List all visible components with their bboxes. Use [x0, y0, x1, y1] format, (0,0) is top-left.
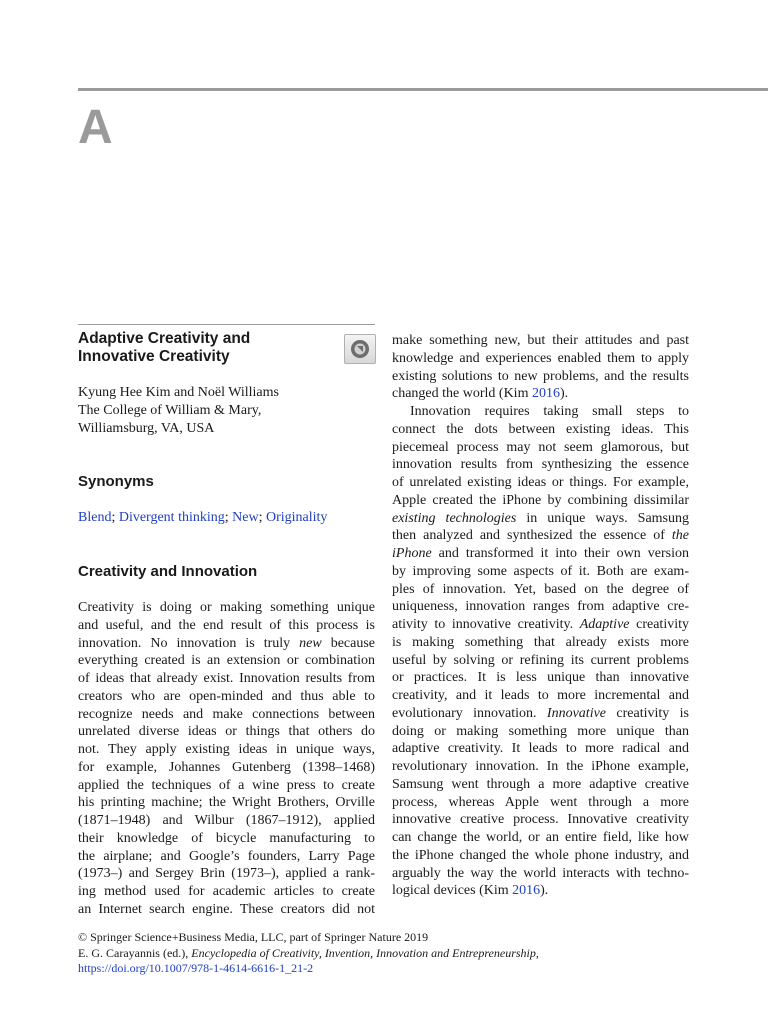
book-suffix: , [535, 945, 539, 960]
synonyms-list [78, 509, 378, 527]
text-line: innovation results from synthesizing the essence [392, 457, 689, 473]
text-line: an Internet search engine. These creators did not [78, 901, 375, 917]
text-line: unrelated diverse ideas or things that others do [78, 724, 375, 740]
emphasis: Adaptive [579, 617, 630, 632]
affiliation: The College of William & Mary, [78, 403, 262, 418]
crossmark-update-icon[interactable] [344, 334, 376, 364]
emphasis: iPhone [392, 546, 432, 561]
synonym-link[interactable]: Originality [265, 510, 328, 525]
entry-title-line: Innovative Creativity [78, 348, 230, 365]
footer [78, 930, 678, 977]
text-line: or practices. It is less unique than innovative [392, 670, 689, 686]
text-line: doing or making something more unique than [392, 723, 689, 739]
citation [78, 946, 678, 962]
left-column-text [78, 599, 375, 919]
text-line: and useful, and the end result of this process is [78, 617, 375, 633]
book-title: Encyclopedia of Creativity, Invention, Innovation and Entrepreneurship [191, 945, 536, 960]
text-line: of unrelated existing ideas or things. For example, [392, 475, 689, 490]
right-column-text [392, 332, 689, 900]
synonyms-heading: Synonyms [78, 473, 154, 490]
text-line: for example, Johannes Gutenberg (1398–1468) [78, 759, 375, 775]
text-line: ing method used for academic articles to create [78, 884, 375, 899]
synonym-separator: ; [224, 510, 233, 525]
text-line: (1973–) and Sergey Brin (1973–), applied a rank- [78, 866, 375, 882]
author-block [78, 384, 378, 438]
entry-title [78, 330, 328, 366]
text-line: is making something that already exists more [392, 634, 689, 650]
text-line: the airplane; and Google’s founders, Larry Page [78, 848, 375, 864]
synonym-link[interactable]: Divergent thinking [118, 510, 225, 525]
text-line: creators who are open-minded and thus able to [78, 688, 375, 704]
text-line: Apple created the iPhone by combining dissimilar [392, 492, 689, 508]
entry-title-line: Adaptive Creativity and [78, 330, 251, 347]
text-line: Innovation requires taking small steps to [410, 404, 689, 419]
text-line: his printing machine; the Wright Brothers, Orville [78, 795, 375, 811]
synonym-link[interactable]: Blend [78, 510, 112, 525]
text-line: evolutionary innovation. Innovative creativity is [392, 705, 689, 721]
text-line: not. They apply existing ideas in unique ways, [78, 742, 375, 757]
text-line: piecemeal process may not seem glamorous, but [392, 439, 689, 455]
synonym-link[interactable]: New [232, 510, 259, 525]
section-letter: A [78, 101, 113, 154]
text-line: useful by solving or refining its current problems [392, 652, 689, 668]
text-line: process, whereas Apple went through a more [392, 794, 689, 810]
text-line: make something new, but their attitudes and past [392, 333, 689, 348]
emphasis: new [299, 635, 322, 651]
text-line: changed the world (Kim 2016). [392, 386, 569, 402]
text-line: existing technologies in unique ways. Samsung [392, 510, 689, 526]
text-line: creativity, and it leads to more incremental and [392, 688, 689, 703]
text-line: everything created is an extension or combination [78, 653, 375, 669]
authors: Kyung Hee Kim and Noël Williams [78, 385, 279, 400]
text-line: adaptive creativity. It leads to more radical and [392, 741, 689, 757]
text-line: their knowledge of bicycle manufacturing to [78, 830, 375, 846]
emphasis: the [671, 528, 689, 544]
text-line: logical devices (Kim 2016). [392, 883, 549, 899]
text-line: then analyzed and synthesized the essence of the [392, 528, 689, 544]
affiliation: Williamsburg, VA, USA [78, 421, 215, 436]
text-line: uniqueness, innovation ranges from adaptive cre- [392, 599, 689, 615]
text-line: iPhone and transformed it into their own version [392, 546, 689, 561]
text-line: Samsung went through a more adaptive creative [392, 776, 689, 792]
synonym-separator: ; [258, 510, 266, 525]
copyright: © Springer Science+Business Media, LLC, part of Springer Nature 2019 [78, 930, 429, 944]
emphasis: existing technologies [392, 510, 517, 526]
editor: E. G. Carayannis (ed.), [78, 945, 192, 960]
text-line: by improving some aspects of it. Both are exam- [392, 563, 689, 579]
text-line: innovative creative process. Innovative creativity [392, 812, 689, 828]
text-line: ples of innovation. Yet, based on the degree of [392, 581, 689, 597]
citation-link[interactable]: 2016 [531, 386, 560, 402]
text-line: connect the dots between existing ideas. This [392, 421, 689, 437]
text-line: of ideas that already exist. Innovation results from [78, 671, 375, 686]
text-line: (1871–1948) and Wilbur (1867–1912), applied [78, 813, 375, 828]
text-line: arguably the way the world interacts with techno- [392, 865, 689, 881]
synonym-separator: ; [111, 510, 119, 525]
text-line: existing solutions to new problems, and the results [392, 368, 689, 384]
text-line: applied the techniques of a wine press to create [78, 777, 375, 793]
citation-link[interactable]: 2016 [512, 883, 541, 899]
top-rule [78, 88, 768, 91]
section-heading: Creativity and Innovation [78, 563, 258, 580]
entry-rule [78, 324, 375, 325]
text-line: the iPhone changed the whole phone industry, and [392, 847, 689, 863]
doi-link[interactable]: https://doi.org/10.1007/978-1-4614-6616-1_21-2 [78, 961, 314, 975]
text-line: Creativity is doing or making something unique [78, 600, 375, 615]
text-line: knowledge and experiences enabled them to apply [392, 350, 689, 366]
emphasis: Innovative [546, 705, 607, 721]
text-line: revolutionary innovation. In the iPhone example, [392, 759, 689, 774]
text-line: ativity to innovative creativity. Adaptive creativity [392, 617, 689, 632]
text-line: recognize needs and make connections between [78, 706, 375, 722]
text-line: innovation. No innovation is truly new because [78, 635, 376, 651]
text-line: can change the world, or an entire field, like how [392, 830, 689, 845]
